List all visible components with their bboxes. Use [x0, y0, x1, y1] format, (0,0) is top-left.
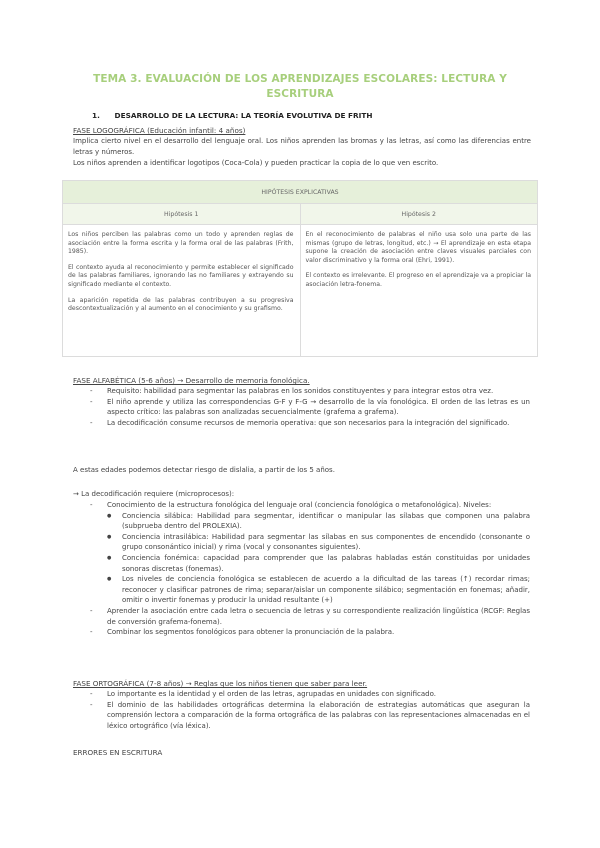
hypothesis-1-paragraph: La aparición repetida de las palabras contribuyen a su progresiva descontextualización y al aumento en el conocimiento y su grafismo. — [68, 296, 294, 313]
section-number: 1. — [92, 111, 100, 120]
level-item: ● Conciencia intrasilábica: Habilidad para segmentar las sílabas en sus componentes de encendido (consonante o grupo consonántico inicial) y rima (vocal y consonantes siguientes). — [90, 532, 530, 553]
fase-ortografica-list — [90, 689, 530, 731]
list-item: - La decodificación consume recursos de memoria operativa: que son necesarios para la integración del significado. — [90, 418, 530, 429]
hypothesis-1-paragraph: Los niños perciben las palabras como un todo y aprenden reglas de asociación entre la forma escrita y la forma oral de las palabras (Frith, 1985). — [68, 231, 294, 256]
fase-ortografica-heading: FASE ORTOGRÁFICA (7-8 años) → Reglas que los niños tienen que saber para leer. — [73, 679, 368, 688]
dislexia-note: A estas edades podemos detectar riesgo de dislalia, a partir de los 5 años. — [73, 466, 335, 474]
table-col-hypothesis-2: Hipótesis 2 — [300, 204, 538, 225]
section-heading — [92, 111, 372, 120]
list-item: - Combinar los segmentos fonológicos para obtener la pronunciación de la palabra. — [90, 627, 530, 638]
hypothesis-2-paragraph: El contexto es irrelevante. El progreso en el aprendizaje va a propiciar la asociación letra-fonema. — [305, 272, 531, 288]
table-col-hypothesis-1: Hipótesis 1 — [63, 204, 301, 225]
level-item: ● Los niveles de conciencia fonológica se establecen de acuerdo a la dificultad de las tareas (↑) recordar rimas; reconocer y clasificar patrones de rima; separar/aislar un componente silábico; segmentación en fonemas; añadir, omitir o invertir fonemas y producir la unidad resultante (+) — [90, 574, 530, 606]
document-title: TEMA 3. EVALUACIÓN DE LOS APRENDIZAJES ESCOLARES: LECTURA Y ESCRITURA — [93, 73, 507, 100]
levels-container — [90, 511, 530, 606]
fase-logografica-paragraph-1: Implica cierto nivel en el desarrollo del lenguaje oral. Los niños aprenden las bromas y las letras, así como las diferencias entre letras y números. — [73, 137, 531, 156]
decodificacion-intro: → La decodificación requiere (microprocesos): — [73, 490, 235, 498]
list-item: - Lo importante es la identidad y el orden de las letras, agrupadas en unidades con significado. — [90, 689, 530, 700]
list-item: - Requisito: habilidad para segmentar las palabras en los sonidos constituyentes y para integrar estos otra vez. — [90, 386, 530, 397]
list-item: - El niño aprende y utiliza las correspondencias G-F y F-G → desarrollo de la vía fonológica. El orden de las letras es un aspecto crítico: las palabras son analizadas secuencialmente (grafema a grafema). — [90, 397, 530, 418]
fase-alfabetica-list — [90, 386, 530, 428]
errores-heading: ERRORES EN ESCRITURA — [73, 748, 163, 757]
hypothesis-1-paragraph: El contexto ayuda al reconocimiento y permite establecer el significado de las palabras familiares, ignorando las no familiares y extrayendo su significado mediante el contexto. — [68, 263, 294, 288]
hypothesis-1-cell — [63, 225, 301, 357]
hypothesis-2-paragraph: En el reconocimiento de palabras el niño usa solo una parte de las mismas (grupo de letras, longitud, etc.) → El aprendizaje en esta etapa supone la creación de asociación entre claves visuales parciales con valor discriminativo y la forma oral (Ehri, 1991). — [305, 231, 531, 264]
hypotheses-table — [62, 180, 538, 357]
fase-alfabetica-heading: FASE ALFABÉTICA (5-6 años) → Desarrollo de memoria fonológica. — [73, 376, 310, 385]
list-item: - Aprender la asociación entre cada letra o secuencia de letras y su correspondiente realización lingüística (RCGF: Reglas de conversión grafema-fonema). — [90, 606, 530, 627]
list-item: - Conocimiento de la estructura fonológica del lenguaje oral (conciencia fonológica o metafonológica). Niveles: — [90, 500, 530, 511]
level-item: ● Conciencia silábica: Habilidad para segmentar, identificar o manipular las sílabas que componen una palabra (subprueba dentro del PROLEXIA). — [90, 511, 530, 532]
table-header: HIPÓTESIS EXPLICATIVAS — [63, 181, 538, 204]
section-title: DESARROLLO DE LA LECTURA: LA TEORÍA EVOLUTIVA DE FRITH — [114, 111, 373, 120]
level-item: ● Conciencia fonémica: capacidad para comprender que las palabras habladas están constituidas por unidades sonoras discretas (fonemas). — [90, 553, 530, 574]
levels-list — [90, 511, 530, 606]
fase-logografica-heading: FASE LOGOGRÁFICA (Educación infantil: 4 años) — [73, 126, 246, 135]
hypothesis-2-cell — [300, 225, 538, 357]
list-item: - El dominio de las habilidades ortográficas determina la elaboración de estrategias automáticas que aseguran la comprensión lectora a comparación de la forma ortográfica de las palabras con las representaciones almacenadas en el léxico ortográfico (vía léxica). — [90, 700, 530, 732]
decodificacion-list — [90, 500, 530, 638]
fase-logografica-paragraph-2: Los niños aprenden a identificar logotipos (Coca-Cola) y pueden practicar la copia de lo que ven escrito. — [73, 159, 439, 167]
